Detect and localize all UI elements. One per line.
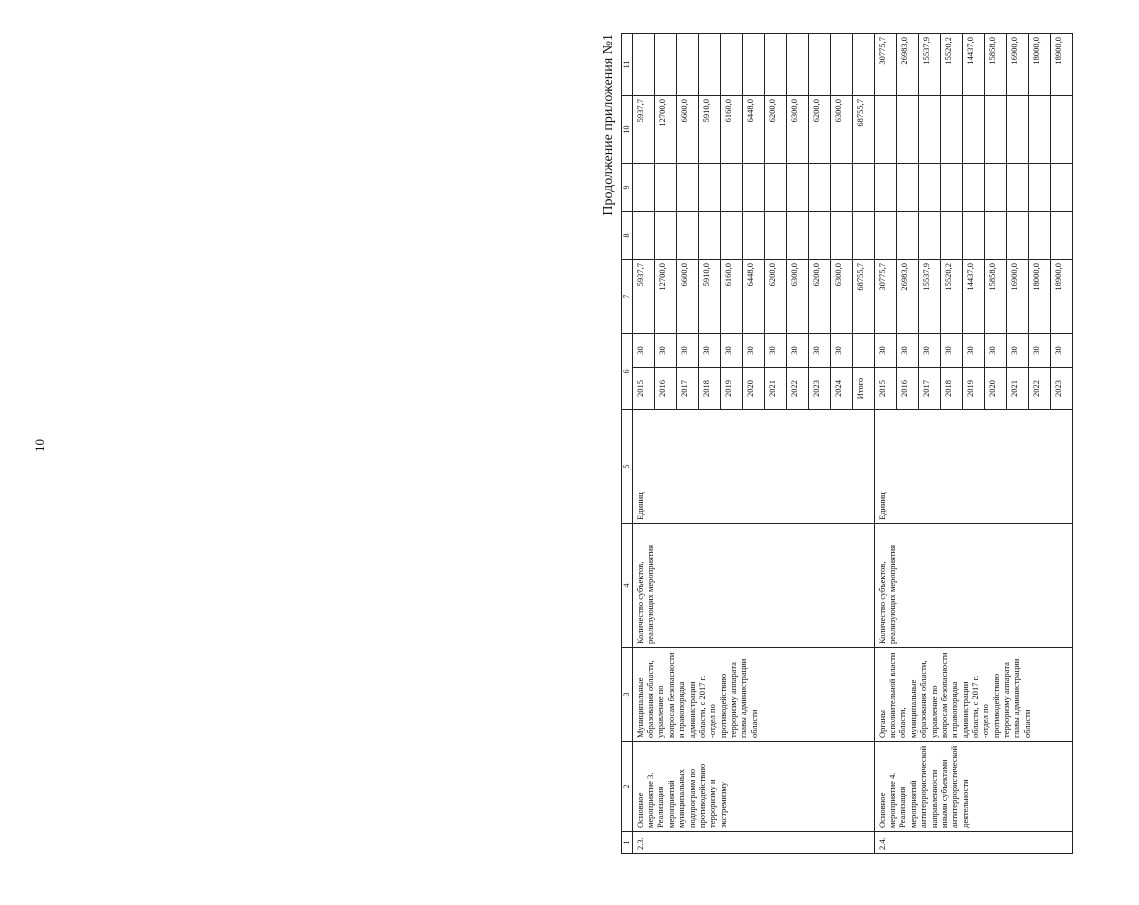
regional-amount [742, 164, 764, 212]
executor: Органы исполнительной власти области, муниципальные образования области, управление по вопросам безопасности и правопорядка администрации области, с 2017 г. -отдел по противодействию терроризму аппарата главы администрации области [874, 648, 1072, 742]
other-amount [720, 34, 742, 96]
municipal-amount: 6200,0 [764, 96, 786, 164]
total-amount: 5910,0 [698, 260, 720, 334]
other-amount [786, 34, 808, 96]
regional-amount [940, 164, 962, 212]
target-value: 30 [698, 334, 720, 368]
col-number: 2 [622, 742, 633, 832]
unit: Единиц [874, 410, 1072, 524]
page-number: 10 [32, 439, 47, 452]
total-amount: 15537,9 [918, 260, 940, 334]
rotated-table-area [601, 34, 1139, 854]
total-amount: 12700,0 [654, 260, 676, 334]
federal-amount [984, 212, 1006, 260]
federal-amount [808, 212, 830, 260]
other-amount [632, 34, 654, 96]
year-cell: 2015 [874, 368, 896, 410]
federal-amount [764, 212, 786, 260]
target-value: 30 [1006, 334, 1028, 368]
total-amount: 18900,0 [1050, 260, 1072, 334]
federal-amount [830, 212, 852, 260]
table-row [874, 34, 896, 854]
municipal-amount [984, 96, 1006, 164]
total-amount: 26983,0 [896, 260, 918, 334]
total-amount: 6600,0 [676, 260, 698, 334]
other-amount: 14437,0 [962, 34, 984, 96]
municipal-amount [1028, 96, 1050, 164]
col-number: 5 [622, 410, 633, 524]
other-amount: 26983,0 [896, 34, 918, 96]
total-amount: 16900,0 [1006, 260, 1028, 334]
regional-amount [1050, 164, 1072, 212]
col-number: 10 [622, 96, 633, 164]
other-amount: 30775,7 [874, 34, 896, 96]
federal-amount [874, 212, 896, 260]
target-value: 30 [720, 334, 742, 368]
target-value: 30 [786, 334, 808, 368]
federal-amount [852, 212, 874, 260]
municipal-amount [1050, 96, 1072, 164]
total-amount: 5937,7 [632, 260, 654, 334]
indicator: Количество субъектов, реализующих мероприятия [632, 524, 874, 648]
total-amount: 6200,0 [808, 260, 830, 334]
municipal-amount: 6200,0 [808, 96, 830, 164]
year-cell: 2019 [962, 368, 984, 410]
municipal-amount [962, 96, 984, 164]
total-amount: 6300,0 [786, 260, 808, 334]
col-number: 4 [622, 524, 633, 648]
regional-amount [698, 164, 720, 212]
year-cell: 2016 [654, 368, 676, 410]
year-cell: 2016 [896, 368, 918, 410]
activity-name: Основное мероприятие 3. Реализация мероприятий муниципальных подпрограмм по противодействию терроризму и экстремизму [632, 742, 874, 832]
municipal-amount: 5910,0 [698, 96, 720, 164]
regional-amount [786, 164, 808, 212]
regional-amount [632, 164, 654, 212]
year-cell: 2021 [764, 368, 786, 410]
other-amount [852, 34, 874, 96]
federal-amount [1050, 212, 1072, 260]
target-value: 30 [742, 334, 764, 368]
other-amount [676, 34, 698, 96]
program-table [621, 33, 1073, 854]
other-amount: 15520,2 [940, 34, 962, 96]
regional-amount [852, 164, 874, 212]
total-amount: 15520,2 [940, 260, 962, 334]
target-value: 30 [632, 334, 654, 368]
year-cell: 2015 [632, 368, 654, 410]
total-amount: 6300,0 [830, 260, 852, 334]
year-cell: 2019 [720, 368, 742, 410]
year-cell: 2020 [742, 368, 764, 410]
unit: Единиц [632, 410, 874, 524]
municipal-amount [918, 96, 940, 164]
target-value: 30 [962, 334, 984, 368]
total-amount: 15858,0 [984, 260, 1006, 334]
regional-amount [676, 164, 698, 212]
target-value: 30 [896, 334, 918, 368]
municipal-amount: 6448,0 [742, 96, 764, 164]
federal-amount [720, 212, 742, 260]
federal-amount [632, 212, 654, 260]
regional-amount [720, 164, 742, 212]
regional-amount [1028, 164, 1050, 212]
regional-amount [874, 164, 896, 212]
regional-amount [654, 164, 676, 212]
total-amount: 14437,0 [962, 260, 984, 334]
other-amount: 15537,9 [918, 34, 940, 96]
other-amount: 16900,0 [1006, 34, 1028, 96]
regional-amount [808, 164, 830, 212]
col-number: 6 [622, 334, 633, 410]
year-cell: 2018 [698, 368, 720, 410]
total-amount: 68755,7 [852, 260, 874, 334]
municipal-amount: 6300,0 [830, 96, 852, 164]
other-amount [764, 34, 786, 96]
other-amount: 18900,0 [1050, 34, 1072, 96]
federal-amount [896, 212, 918, 260]
target-value: 30 [764, 334, 786, 368]
municipal-amount: 6300,0 [786, 96, 808, 164]
total-amount: 18000,0 [1028, 260, 1050, 334]
municipal-amount [940, 96, 962, 164]
municipal-amount: 68755,7 [852, 96, 874, 164]
other-amount [654, 34, 676, 96]
target-value [852, 334, 874, 368]
item-number: 2.4. [874, 832, 1072, 854]
col-number: 11 [622, 34, 633, 96]
federal-amount [786, 212, 808, 260]
activity-name: Основное мероприятие 4. Реализация мероприятий антитеррористической направленности иными субъектами антитеррористической деятельности [874, 742, 1072, 832]
regional-amount [764, 164, 786, 212]
municipal-amount [896, 96, 918, 164]
federal-amount [742, 212, 764, 260]
municipal-amount [1006, 96, 1028, 164]
year-cell: 2022 [1028, 368, 1050, 410]
federal-amount [1028, 212, 1050, 260]
year-cell: 2017 [676, 368, 698, 410]
year-cell: 2017 [918, 368, 940, 410]
col-number: 3 [622, 648, 633, 742]
col-number: 8 [622, 212, 633, 260]
municipal-amount: 6160,0 [720, 96, 742, 164]
target-value: 30 [676, 334, 698, 368]
year-cell: 2018 [940, 368, 962, 410]
other-amount: 18000,0 [1028, 34, 1050, 96]
item-number: 2.3. [632, 832, 874, 854]
target-value: 30 [984, 334, 1006, 368]
table-caption: Продолжение приложения №1 [601, 34, 616, 216]
total-amount: 6160,0 [720, 260, 742, 334]
regional-amount [962, 164, 984, 212]
col-number: 1 [622, 832, 633, 854]
year-cell: 2020 [984, 368, 1006, 410]
municipal-amount [874, 96, 896, 164]
total-amount: 6200,0 [764, 260, 786, 334]
target-value: 30 [940, 334, 962, 368]
table-row [632, 34, 654, 854]
municipal-amount: 6600,0 [676, 96, 698, 164]
other-amount [698, 34, 720, 96]
regional-amount [896, 164, 918, 212]
target-value: 30 [874, 334, 896, 368]
municipal-amount: 5937,7 [632, 96, 654, 164]
federal-amount [962, 212, 984, 260]
indicator: Количество субъектов, реализующих мероприятия [874, 524, 1072, 648]
regional-amount [830, 164, 852, 212]
target-value: 30 [1050, 334, 1072, 368]
other-amount [830, 34, 852, 96]
other-amount [808, 34, 830, 96]
target-value: 30 [1028, 334, 1050, 368]
target-value: 30 [808, 334, 830, 368]
federal-amount [940, 212, 962, 260]
municipal-amount: 12700,0 [654, 96, 676, 164]
year-cell: 2022 [786, 368, 808, 410]
target-value: 30 [918, 334, 940, 368]
year-cell: 2023 [808, 368, 830, 410]
regional-amount [1006, 164, 1028, 212]
total-amount: 30775,7 [874, 260, 896, 334]
target-value: 30 [830, 334, 852, 368]
column-number-row [622, 34, 633, 854]
year-cell: 2021 [1006, 368, 1028, 410]
federal-amount [654, 212, 676, 260]
col-number: 9 [622, 164, 633, 212]
federal-amount [676, 212, 698, 260]
year-cell: Итого [852, 368, 874, 410]
target-value: 30 [654, 334, 676, 368]
year-cell: 2023 [1050, 368, 1072, 410]
federal-amount [698, 212, 720, 260]
executor: Муниципальные образования области, управление по вопросам безопасности и правопорядка администрации области, с 2017 г. -отдел по противодействию терроризму аппарата главы администрации области [632, 648, 874, 742]
federal-amount [918, 212, 940, 260]
other-amount: 15858,0 [984, 34, 1006, 96]
total-amount: 6448,0 [742, 260, 764, 334]
regional-amount [984, 164, 1006, 212]
federal-amount [1006, 212, 1028, 260]
regional-amount [918, 164, 940, 212]
year-cell: 2024 [830, 368, 852, 410]
col-number: 7 [622, 260, 633, 334]
other-amount [742, 34, 764, 96]
